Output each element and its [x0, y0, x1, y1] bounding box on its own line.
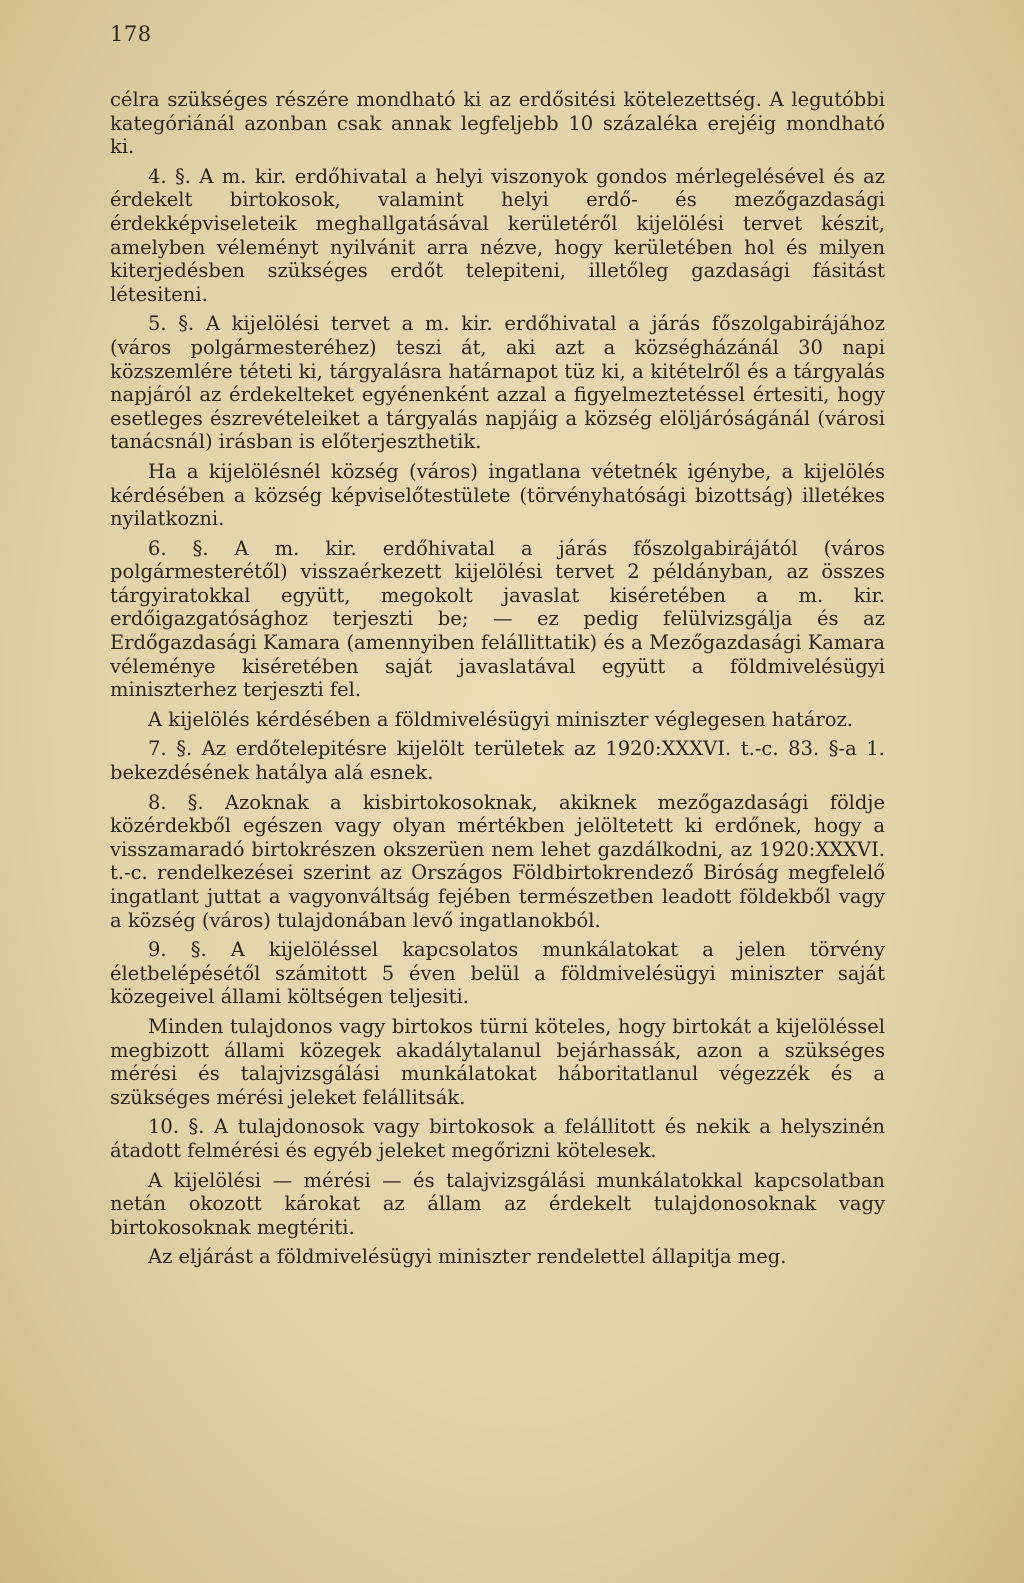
- paragraph: A kijelölési — mérési — és talajvizsgálási munkálatokkal kapcsolatban netán okozott károkat az állam az érdekelt tulajdonosoknak vagy birtokosoknak megtériti.: [110, 1168, 885, 1239]
- body-text: [110, 88, 885, 1275]
- paragraph: Ha a kijelölésnél község (város) ingatlana vétetnék igénybe, a kijelölés kérdésében a község képviselőtestülete (törvényhatósági bizottság) illetékes nyilatkozni.: [110, 459, 885, 531]
- paragraph: 7. §. Az erdőtelepitésre kijelölt területek az 1920:XXXVI. t.-c. 83. §-a 1. bekezdésének hatálya alá esnek.: [110, 737, 885, 785]
- paragraph: 5. §. A kijelölési tervet a m. kir. erdőhivatal a járás főszolgabirájához (város polgármesteréhez) teszi át, aki azt a községházánál 30 napi közszemlére téteti ki, tárgyalásra határnapot tüz ki, a kitételről és a tárgyalás napjáról az érdekelteket egyénenként azzal a figyelmeztetéssel értesiti, hogy esetleges észrevételeiket a tárgyalás napjáig a község elöljáróságánál (városi tanácsnál) irásban is előterjeszthetik.: [110, 312, 885, 454]
- paragraph: A kijelölés kérdésében a földmivelésügyi miniszter véglegesen határoz.: [148, 707, 853, 731]
- paragraph: 10. §. A tulajdonosok vagy birtokosok a felállitott és nekik a helyszinén átadott felmérési és egyéb jeleket megőrizni kötelesek.: [110, 1115, 885, 1162]
- paragraph: 8. §. Azoknak a kisbirtokosoknak, akiknek mezőgazdasági földje közérdekből egészen vagy olyan mértékben jelöltetett ki erdőnek, hogy a visszamaradó birtokrészen okszerüen nem lehet gazdálkodni, az 1920:XXXVI. t.-c. rendelkezései szerint az Országos Földbirtokrendező Biróság megfelelő ingatlant juttat a vagyonváltság fejében természetben leadott földekből vagy a község (város) tulajdonában levő ingatlanokból.: [110, 790, 885, 932]
- paragraph: célra szükséges részére mondható ki az erdősitési kötelezettség. A legutóbbi kategóriánál azonban csak annak legfeljebb 10 százaléka erejéig mondható ki.: [110, 88, 885, 159]
- paragraph: 6. §. A m. kir. erdőhivatal a járás főszolgabirájától (város polgármesterétől) visszaérkezett kijelölési tervet 2 példányban, az összes tárgyiratokkal együtt, megokolt javaslat kiséretében a m. kir. erdőigazgatósághoz terjeszti be; — ez pedig felülvizsgálja és az Erdőgazdasági Kamara (amennyiben felállittatik) és a Mezőgazdasági Kamara véleménye kiséretében saját javaslatával együtt a földmivelésügyi miniszterhez terjeszti fel.: [110, 536, 885, 702]
- paragraph: 4. §. A m. kir. erdőhivatal a helyi viszonyok gondos mérlegelésével és az érdekelt birtokosok, valamint helyi erdő- és mezőgazdasági érdekképviseleteik meghallgatásával kerületéről kijelölési tervet készit, amelyben véleményt nyilvánit arra nézve, hogy kerületében hol és milyen kiterjedésben szükséges erdőt telepiteni, illetőleg gazdasági fásitást létesiteni.: [110, 164, 885, 306]
- paragraph: 9. §. A kijelöléssel kapcsolatos munkálatokat a jelen törvény életbelépésétől számitott 5 éven belül a földmivelésügyi miniszter saját közegeivel állami költségen teljesiti.: [110, 938, 885, 1009]
- page-number: 178: [110, 22, 152, 46]
- paragraph: Minden tulajdonos vagy birtokos türni köteles, hogy birtokát a kijelöléssel megbizott állami közegek akadálytalanul bejárhassák, azon a szükséges mérési és talajvizsgálási munkálatokat háboritatlanul végezzék és a szükséges mérési jeleket felállitsák.: [110, 1014, 885, 1109]
- paragraph: Az eljárást a földmivelésügyi miniszter rendelettel állapitja meg.: [148, 1245, 787, 1269]
